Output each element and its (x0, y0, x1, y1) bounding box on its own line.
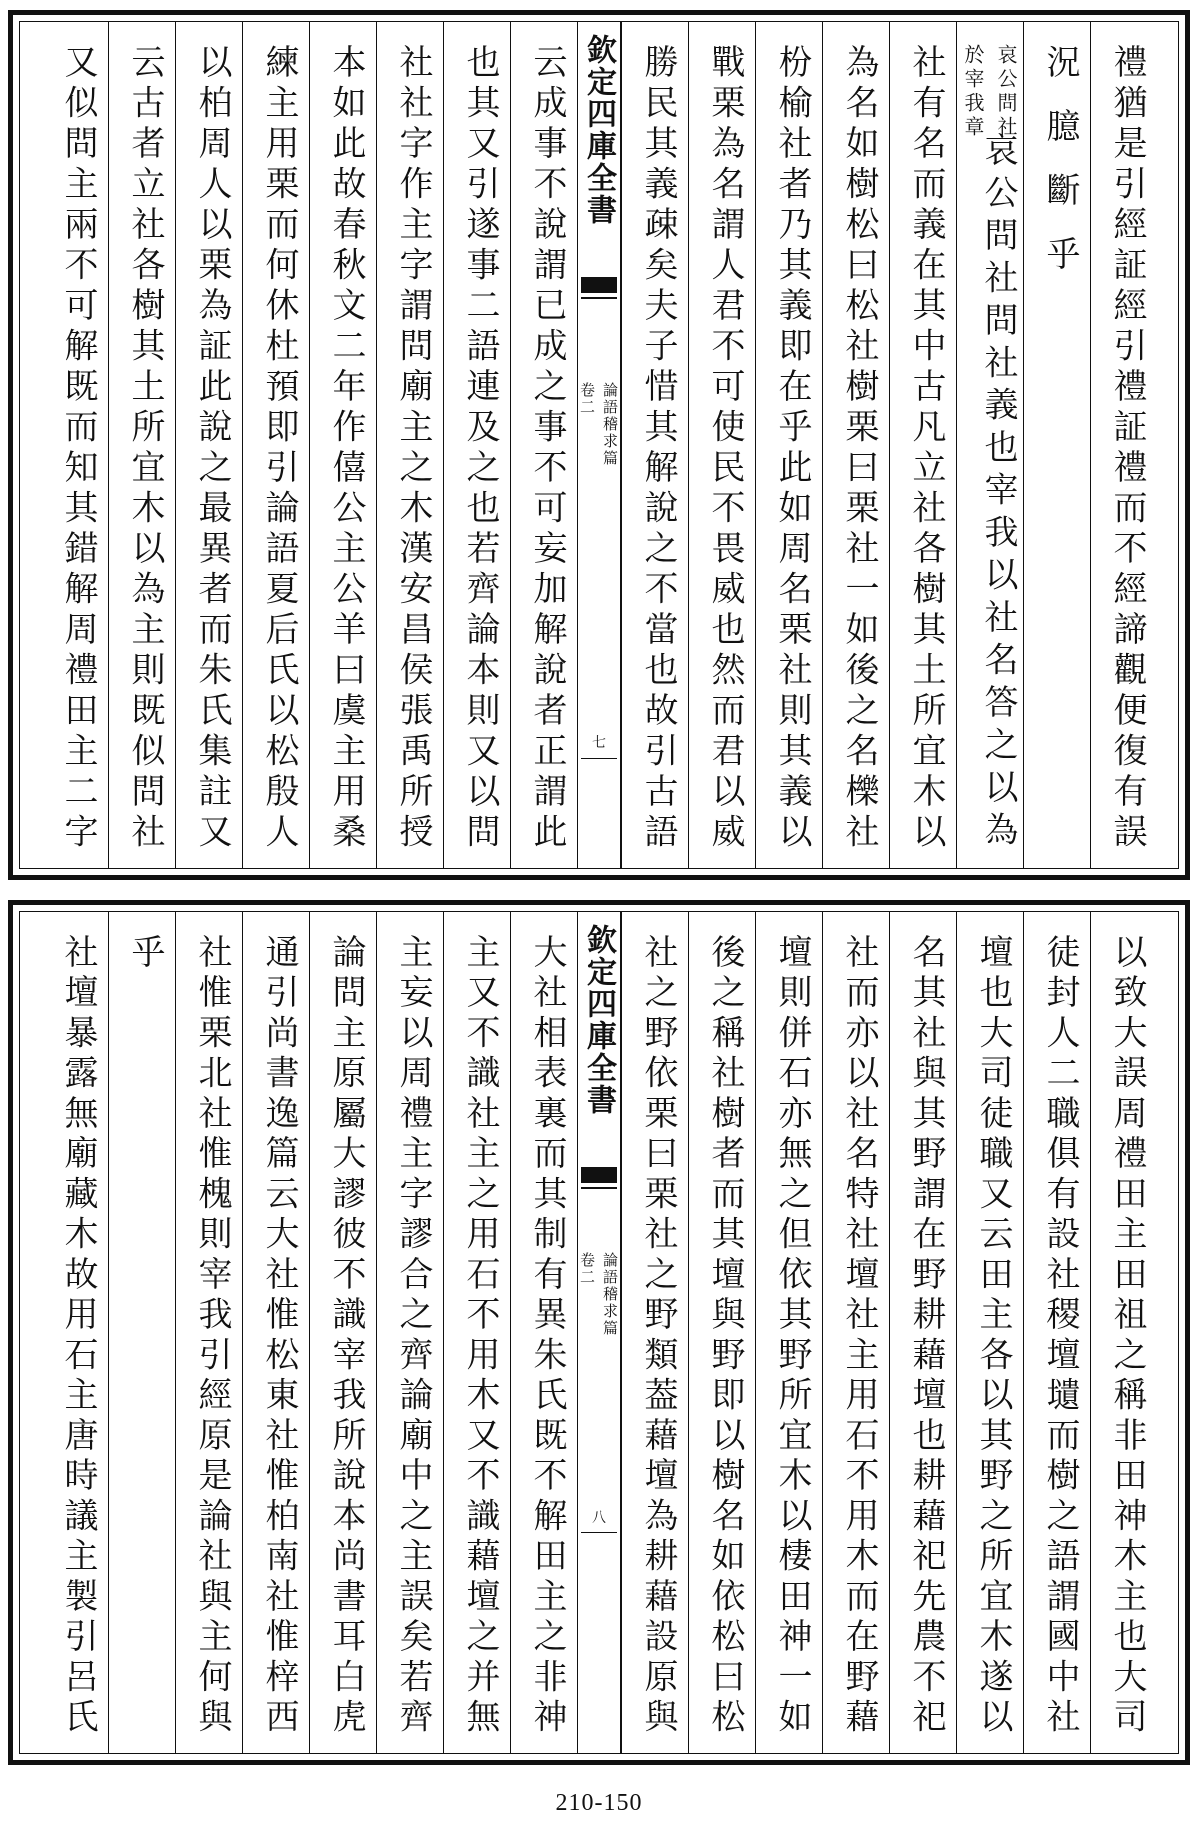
top-col-r5 (755, 22, 822, 868)
top-center-fold (577, 22, 621, 868)
text-column: 乎 (125, 934, 165, 974)
text-column: 後之稱社樹者而其壇與野即以樹名如依松曰松 (705, 934, 745, 1739)
book-title: 欽定四庫全書 (581, 924, 616, 1116)
text-column: 社社字作主字謂問廟主之木漢安昌侯張禹所授 (393, 44, 433, 854)
chapter-label (578, 1252, 620, 1337)
text-column: 主又不識社主之用石不用木又不識藉壇之并無 (460, 934, 500, 1739)
chapter-note-line: 哀公問社 (994, 44, 1018, 140)
fishtail-mark (581, 1167, 617, 1183)
text-column: 大社相表裏而其制有異朱氏既不解田主之非神 (527, 934, 567, 1739)
bottom-col-r7 (621, 912, 688, 1753)
text-column: 壇則併石亦無之但依其野所宜木以棲田神一如 (772, 934, 812, 1739)
text-column: 名其社與其野謂在野耕藉壇也耕藉祀先農不祀 (906, 934, 946, 1739)
top-col-r7 (621, 22, 688, 868)
top-col-l5 (175, 22, 242, 868)
text-column: 況臆斷乎 (1040, 44, 1080, 300)
text-column: 戰栗為名謂人君不可使民不畏威也然而君以威 (705, 44, 745, 854)
bottom-col-l1 (443, 912, 510, 1753)
text-column: 也其又引遂事二語連及之也若齊論本則又以問 (460, 44, 500, 854)
text-column: 本如此故春秋文二年作僖公主公羊曰虞主用桑 (326, 44, 366, 854)
top-col-r2 (956, 22, 1023, 868)
text-column: 社之野依栗曰栗社之野類葢藉壇為耕藉設原與 (638, 934, 678, 1739)
text-column: 壇也大司徒職又云田主各以其野之所宜木遂以 (973, 934, 1013, 1739)
top-col-l3 (309, 22, 376, 868)
bottom-col-l3 (309, 912, 376, 1753)
text-column: 社有名而義在其中古凡立社各樹其土所宜木以 (906, 44, 946, 854)
top-page-inner-border (19, 21, 1179, 869)
top-col-l4 (242, 22, 309, 868)
chapter-label-line: 論語稽求篇 (601, 1252, 619, 1337)
top-col-l1 (443, 22, 510, 868)
text-column: 枌榆社者乃其義即在乎此如周名栗社則其義以 (772, 44, 812, 854)
chapter-note (959, 44, 1021, 140)
text-column: 云成事不說謂已成之事不可妄加解說者正謂此 (527, 44, 567, 854)
top-page-frame (8, 10, 1190, 880)
text-column: 云古者立社各樹其土所宜木以為主則既似問社 (125, 44, 165, 854)
center-rule (581, 758, 617, 759)
bottom-col-l5 (175, 912, 242, 1753)
text-column: 社惟栗北社惟槐則宰我引經原是論社與主何與 (192, 934, 232, 1739)
chapter-label-line: 論語稽求篇 (601, 382, 619, 467)
top-col-l7 (41, 22, 108, 868)
center-rule (581, 1532, 617, 1533)
book-title: 欽定四庫全書 (581, 34, 616, 226)
bottom-col-l6 (108, 912, 175, 1753)
text-column: 社壇暴露無廟藏木故用石主唐時議主製引呂氏 (58, 934, 98, 1739)
top-col-r4 (822, 22, 889, 868)
text-column: 為名如樹松曰松社樹栗曰栗社一如後之名櫟社 (839, 44, 879, 854)
fishtail-mark-lower (581, 1187, 617, 1199)
bottom-col-l2 (376, 912, 443, 1753)
bottom-col-r0 (1090, 912, 1157, 1753)
chapter-label-line: 卷二 (578, 382, 596, 416)
top-col-l2 (376, 22, 443, 868)
bottom-col-r6 (688, 912, 755, 1753)
text-column: 論問主原屬大謬彼不識宰我所說本尚書耳白虎 (326, 934, 366, 1739)
text-column: 主妄以周禮主字謬合之齊論廟中之主誤矣若齊 (393, 934, 433, 1739)
bottom-col-l7 (41, 912, 108, 1753)
text-column: 練主用栗而何休杜預即引論語夏后氏以松殷人 (259, 44, 299, 854)
bottom-center-fold (577, 912, 621, 1753)
page-footer-number: 210-150 (555, 1790, 643, 1816)
top-col-l6 (108, 22, 175, 868)
text-column: 哀公問社問社義也宰我以社名答之以為 (978, 132, 1018, 854)
top-col-r1 (1023, 22, 1090, 868)
text-column: 以致大誤周禮田主田祖之稱非田神木主也大司 (1107, 934, 1147, 1739)
fishtail-mark-lower (581, 297, 617, 309)
fishtail-mark (581, 277, 617, 293)
text-column: 以柏周人以栗為証此說之最異者而朱氏集註又 (192, 44, 232, 854)
page-number: 七 (592, 735, 606, 751)
bottom-page-inner-border (19, 911, 1179, 1754)
bottom-col-r3 (889, 912, 956, 1753)
text-column: 勝民其義疎矣夫子惜其解說之不當也故引古語 (638, 44, 678, 854)
text-column: 社而亦以社名特社壇社主用石不用木而在野藉 (839, 934, 879, 1739)
bottom-col-r2 (956, 912, 1023, 1753)
bottom-page-frame (8, 900, 1190, 1765)
bottom-col-r1 (1023, 912, 1090, 1753)
text-column: 禮猶是引經証經引禮証禮而不經諦觀便復有誤 (1107, 44, 1147, 854)
top-col-r6 (688, 22, 755, 868)
bottom-col-l0 (510, 912, 577, 1753)
text-column: 徒封人二職俱有設社稷壇壝而樹之語謂國中社 (1040, 934, 1080, 1739)
page-number: 八 (592, 1510, 606, 1526)
bottom-col-r4 (822, 912, 889, 1753)
bottom-col-l4 (242, 912, 309, 1753)
top-col-l0 (510, 22, 577, 868)
text-column: 又似問主兩不可解既而知其錯解周禮田主二字 (58, 44, 98, 854)
text-column: 通引尚書逸篇云大社惟松東社惟柏南社惟梓西 (259, 934, 299, 1739)
chapter-note-line: 於宰我章 (961, 44, 985, 140)
top-col-r3 (889, 22, 956, 868)
chapter-label-line: 卷二 (578, 1252, 596, 1286)
bottom-col-r5 (755, 912, 822, 1753)
top-col-r0 (1090, 22, 1157, 868)
chapter-label (578, 382, 620, 467)
